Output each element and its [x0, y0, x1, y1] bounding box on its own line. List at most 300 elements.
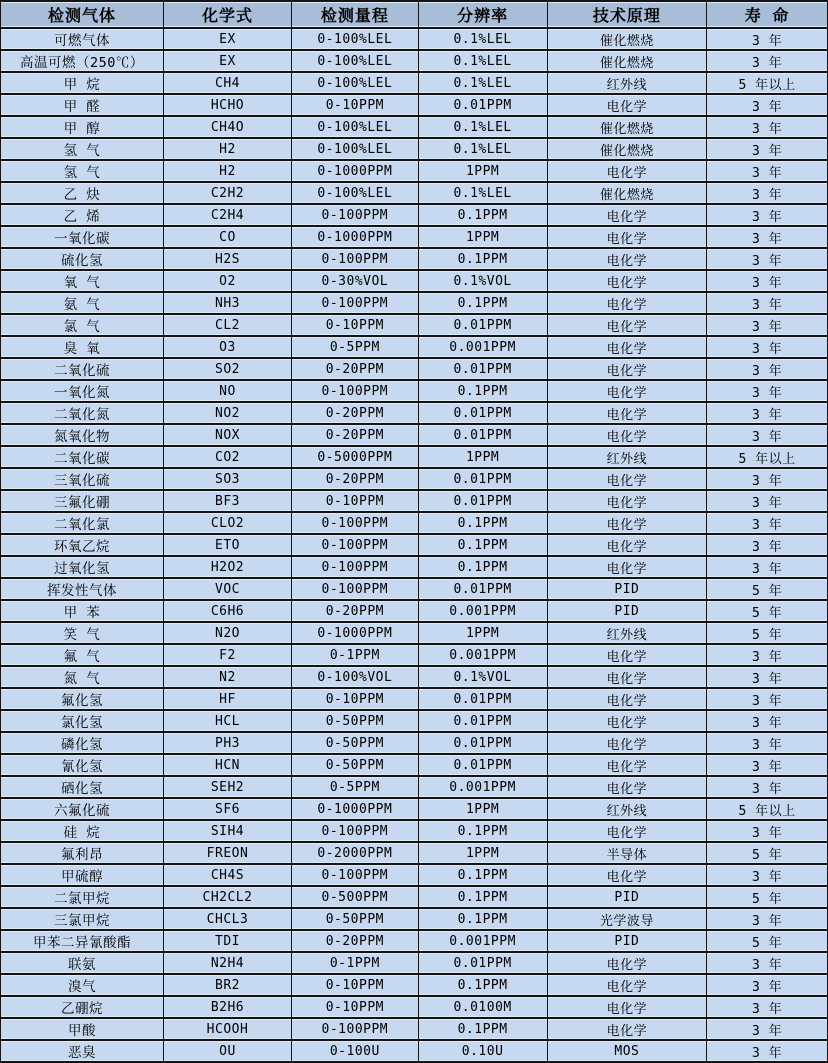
column-header-gas: 检测气体	[1, 1, 164, 28]
lifespan-cell: 3 年	[707, 226, 828, 248]
formula-cell: HCOOH	[163, 1018, 291, 1040]
formula-cell: TDI	[163, 930, 291, 952]
lifespan-cell: 5 年	[707, 842, 828, 864]
range-cell: 0-10PPM	[292, 688, 419, 710]
range-cell: 0-30%VOL	[292, 270, 419, 292]
formula-cell: H2	[163, 138, 291, 160]
table-row	[1, 182, 828, 204]
gas-name-cell: 二氧化硫	[1, 358, 164, 380]
range-cell: 0-100U	[292, 1040, 419, 1062]
lifespan-cell: 3 年	[707, 204, 828, 226]
gas-name-cell: 氮氧化物	[1, 424, 164, 446]
table-row	[1, 754, 828, 776]
resolution-cell: 0.001PPM	[418, 336, 547, 358]
lifespan-cell: 3 年	[707, 1040, 828, 1062]
resolution-cell: 0.1%VOL	[418, 666, 547, 688]
lifespan-cell: 3 年	[707, 468, 828, 490]
lifespan-cell: 3 年	[707, 644, 828, 666]
gas-name-cell: 氯 气	[1, 314, 164, 336]
gas-name-cell: 二氧化氯	[1, 512, 164, 534]
resolution-cell: 0.01PPM	[418, 358, 547, 380]
resolution-cell: 0.1PPM	[418, 864, 547, 886]
resolution-cell: 0.10U	[418, 1040, 547, 1062]
table-row	[1, 50, 828, 72]
resolution-cell: 0.0100M	[418, 996, 547, 1018]
formula-cell: H2	[163, 160, 291, 182]
lifespan-cell: 5 年	[707, 886, 828, 908]
formula-cell: CO	[163, 226, 291, 248]
formula-cell: HF	[163, 688, 291, 710]
formula-cell: H2O2	[163, 556, 291, 578]
table-row	[1, 622, 828, 644]
lifespan-cell: 3 年	[707, 270, 828, 292]
lifespan-cell: 3 年	[707, 534, 828, 556]
gas-name-cell: 六氟化硫	[1, 798, 164, 820]
formula-cell: EX	[163, 28, 291, 50]
principle-cell: 电化学	[547, 292, 707, 314]
range-cell: 0-100PPM	[292, 578, 419, 600]
range-cell: 0-100%VOL	[292, 666, 419, 688]
range-cell: 0-20PPM	[292, 424, 419, 446]
principle-cell: 电化学	[547, 754, 707, 776]
principle-cell: 红外线	[547, 622, 707, 644]
range-cell: 0-20PPM	[292, 930, 419, 952]
formula-cell: CH2CL2	[163, 886, 291, 908]
principle-cell: PID	[547, 886, 707, 908]
table-row	[1, 820, 828, 842]
header-row	[1, 1, 828, 28]
lifespan-cell: 5 年	[707, 930, 828, 952]
table-row	[1, 402, 828, 424]
table-row	[1, 534, 828, 556]
principle-cell: 电化学	[547, 666, 707, 688]
lifespan-cell: 3 年	[707, 116, 828, 138]
range-cell: 0-20PPM	[292, 468, 419, 490]
principle-cell: 电化学	[547, 358, 707, 380]
table-row	[1, 248, 828, 270]
resolution-cell: 0.1PPM	[418, 534, 547, 556]
lifespan-cell: 3 年	[707, 952, 828, 974]
resolution-cell: 0.1PPM	[418, 248, 547, 270]
formula-cell: CH4	[163, 72, 291, 94]
lifespan-cell: 3 年	[707, 50, 828, 72]
formula-cell: B2H6	[163, 996, 291, 1018]
gas-name-cell: 氮 气	[1, 666, 164, 688]
lifespan-cell: 3 年	[707, 358, 828, 380]
gas-name-cell: 甲 醛	[1, 94, 164, 116]
formula-cell: BF3	[163, 490, 291, 512]
table-row	[1, 776, 828, 798]
gas-name-cell: 过氧化氢	[1, 556, 164, 578]
principle-cell: 电化学	[547, 94, 707, 116]
formula-cell: ETO	[163, 534, 291, 556]
resolution-cell: 0.1PPM	[418, 908, 547, 930]
range-cell: 0-10PPM	[292, 94, 419, 116]
formula-cell: NH3	[163, 292, 291, 314]
principle-cell: 红外线	[547, 446, 707, 468]
table-row	[1, 644, 828, 666]
range-cell: 0-100PPM	[292, 292, 419, 314]
resolution-cell: 1PPM	[418, 160, 547, 182]
formula-cell: F2	[163, 644, 291, 666]
gas-name-cell: 甲酸	[1, 1018, 164, 1040]
resolution-cell: 0.1PPM	[418, 204, 547, 226]
principle-cell: 催化燃烧	[547, 116, 707, 138]
lifespan-cell: 3 年	[707, 688, 828, 710]
range-cell: 0-100PPM	[292, 556, 419, 578]
gas-name-cell: 二氧化氮	[1, 402, 164, 424]
lifespan-cell: 5 年	[707, 622, 828, 644]
principle-cell: 电化学	[547, 710, 707, 732]
principle-cell: 电化学	[547, 644, 707, 666]
table-row	[1, 974, 828, 996]
principle-cell: 电化学	[547, 1018, 707, 1040]
table-row	[1, 600, 828, 622]
principle-cell: 电化学	[547, 776, 707, 798]
range-cell: 0-100PPM	[292, 534, 419, 556]
range-cell: 0-1PPM	[292, 952, 419, 974]
principle-cell: 电化学	[547, 688, 707, 710]
table-row	[1, 204, 828, 226]
table-row	[1, 688, 828, 710]
lifespan-cell: 3 年	[707, 490, 828, 512]
principle-cell: 催化燃烧	[547, 28, 707, 50]
range-cell: 0-500PPM	[292, 886, 419, 908]
lifespan-cell: 3 年	[707, 1018, 828, 1040]
lifespan-cell: 3 年	[707, 424, 828, 446]
table-row	[1, 138, 828, 160]
lifespan-cell: 3 年	[707, 512, 828, 534]
formula-cell: OU	[163, 1040, 291, 1062]
range-cell: 0-100%LEL	[292, 72, 419, 94]
lifespan-cell: 3 年	[707, 292, 828, 314]
formula-cell: CO2	[163, 446, 291, 468]
table-row	[1, 446, 828, 468]
gas-name-cell: 一氧化碳	[1, 226, 164, 248]
formula-cell: NO	[163, 380, 291, 402]
lifespan-cell: 3 年	[707, 776, 828, 798]
principle-cell: 红外线	[547, 72, 707, 94]
formula-cell: O2	[163, 270, 291, 292]
lifespan-cell: 3 年	[707, 28, 828, 50]
table-row	[1, 556, 828, 578]
principle-cell: 电化学	[547, 490, 707, 512]
range-cell: 0-50PPM	[292, 710, 419, 732]
table-row	[1, 1040, 828, 1062]
resolution-cell: 0.1PPM	[418, 820, 547, 842]
table-row	[1, 28, 828, 50]
table-row	[1, 358, 828, 380]
principle-cell: 电化学	[547, 732, 707, 754]
table-row	[1, 952, 828, 974]
range-cell: 0-5PPM	[292, 336, 419, 358]
range-cell: 0-10PPM	[292, 314, 419, 336]
gas-name-cell: 二氯甲烷	[1, 886, 164, 908]
formula-cell: C6H6	[163, 600, 291, 622]
resolution-cell: 0.01PPM	[418, 424, 547, 446]
principle-cell: PID	[547, 930, 707, 952]
resolution-cell: 0.01PPM	[418, 402, 547, 424]
gas-name-cell: 硒化氢	[1, 776, 164, 798]
resolution-cell: 1PPM	[418, 622, 547, 644]
principle-cell: 电化学	[547, 864, 707, 886]
formula-cell: HCN	[163, 754, 291, 776]
lifespan-cell: 3 年	[707, 380, 828, 402]
range-cell: 0-20PPM	[292, 358, 419, 380]
range-cell: 0-100PPM	[292, 512, 419, 534]
column-header-principle: 技术原理	[547, 1, 707, 28]
table-row	[1, 94, 828, 116]
formula-cell: N2O	[163, 622, 291, 644]
range-cell: 0-100%LEL	[292, 50, 419, 72]
principle-cell: 电化学	[547, 380, 707, 402]
table-row	[1, 996, 828, 1018]
principle-cell: 电化学	[547, 314, 707, 336]
range-cell: 0-100PPM	[292, 1018, 419, 1040]
lifespan-cell: 5 年	[707, 600, 828, 622]
resolution-cell: 0.01PPM	[418, 490, 547, 512]
lifespan-cell: 3 年	[707, 974, 828, 996]
resolution-cell: 0.1PPM	[418, 292, 547, 314]
table-row	[1, 886, 828, 908]
formula-cell: NO2	[163, 402, 291, 424]
gas-name-cell: 二氧化碳	[1, 446, 164, 468]
table-row	[1, 336, 828, 358]
range-cell: 0-100PPM	[292, 820, 419, 842]
formula-cell: CH4S	[163, 864, 291, 886]
table-row	[1, 512, 828, 534]
resolution-cell: 0.01PPM	[418, 732, 547, 754]
range-cell: 0-100PPM	[292, 864, 419, 886]
table-row	[1, 424, 828, 446]
column-header-lifespan: 寿 命	[707, 1, 828, 28]
principle-cell: 电化学	[547, 974, 707, 996]
table-row	[1, 842, 828, 864]
table-row	[1, 380, 828, 402]
lifespan-cell: 3 年	[707, 336, 828, 358]
gas-name-cell: 臭 氧	[1, 336, 164, 358]
lifespan-cell: 3 年	[707, 710, 828, 732]
resolution-cell: 0.01PPM	[418, 94, 547, 116]
resolution-cell: 0.01PPM	[418, 578, 547, 600]
formula-cell: SO3	[163, 468, 291, 490]
table-body	[1, 28, 828, 1062]
principle-cell: 半导体	[547, 842, 707, 864]
lifespan-cell: 3 年	[707, 248, 828, 270]
range-cell: 0-1000PPM	[292, 622, 419, 644]
resolution-cell: 0.001PPM	[418, 930, 547, 952]
formula-cell: CLO2	[163, 512, 291, 534]
principle-cell: 电化学	[547, 820, 707, 842]
formula-cell: EX	[163, 50, 291, 72]
formula-cell: SEH2	[163, 776, 291, 798]
gas-name-cell: 氨 气	[1, 292, 164, 314]
resolution-cell: 0.01PPM	[418, 710, 547, 732]
formula-cell: N2	[163, 666, 291, 688]
formula-cell: FREON	[163, 842, 291, 864]
principle-cell: 催化燃烧	[547, 138, 707, 160]
table-row	[1, 798, 828, 820]
formula-cell: BR2	[163, 974, 291, 996]
principle-cell: 电化学	[547, 556, 707, 578]
gas-name-cell: 挥发性气体	[1, 578, 164, 600]
gas-name-cell: 恶臭	[1, 1040, 164, 1062]
formula-cell: O3	[163, 336, 291, 358]
gas-name-cell: 氟化氢	[1, 688, 164, 710]
gas-name-cell: 甲 苯	[1, 600, 164, 622]
resolution-cell: 0.1PPM	[418, 512, 547, 534]
resolution-cell: 0.1PPM	[418, 1018, 547, 1040]
lifespan-cell: 3 年	[707, 314, 828, 336]
lifespan-cell: 3 年	[707, 556, 828, 578]
principle-cell: 电化学	[547, 226, 707, 248]
resolution-cell: 0.1%LEL	[418, 72, 547, 94]
table-row	[1, 490, 828, 512]
principle-cell: 电化学	[547, 468, 707, 490]
lifespan-cell: 5 年	[707, 578, 828, 600]
lifespan-cell: 3 年	[707, 820, 828, 842]
range-cell: 0-100%LEL	[292, 28, 419, 50]
table-row	[1, 116, 828, 138]
lifespan-cell: 3 年	[707, 160, 828, 182]
lifespan-cell: 5 年以上	[707, 446, 828, 468]
gas-name-cell: 氟利昂	[1, 842, 164, 864]
range-cell: 0-100%LEL	[292, 182, 419, 204]
table-row	[1, 226, 828, 248]
lifespan-cell: 5 年以上	[707, 72, 828, 94]
resolution-cell: 0.1%LEL	[418, 116, 547, 138]
principle-cell: 光学波导	[547, 908, 707, 930]
gas-name-cell: 甲 醇	[1, 116, 164, 138]
gas-name-cell: 氧 气	[1, 270, 164, 292]
principle-cell: 电化学	[547, 996, 707, 1018]
formula-cell: C2H2	[163, 182, 291, 204]
principle-cell: PID	[547, 578, 707, 600]
resolution-cell: 1PPM	[418, 446, 547, 468]
formula-cell: PH3	[163, 732, 291, 754]
gas-name-cell: 环氧乙烷	[1, 534, 164, 556]
range-cell: 0-1PPM	[292, 644, 419, 666]
resolution-cell: 0.1%LEL	[418, 28, 547, 50]
gas-name-cell: 氰化氢	[1, 754, 164, 776]
resolution-cell: 0.01PPM	[418, 688, 547, 710]
formula-cell: CL2	[163, 314, 291, 336]
range-cell: 0-20PPM	[292, 600, 419, 622]
formula-cell: HCL	[163, 710, 291, 732]
range-cell: 0-2000PPM	[292, 842, 419, 864]
formula-cell: N2H4	[163, 952, 291, 974]
resolution-cell: 0.1%LEL	[418, 138, 547, 160]
formula-cell: HCHO	[163, 94, 291, 116]
resolution-cell: 1PPM	[418, 842, 547, 864]
gas-name-cell: 氯化氢	[1, 710, 164, 732]
lifespan-cell: 3 年	[707, 94, 828, 116]
principle-cell: 电化学	[547, 402, 707, 424]
range-cell: 0-100PPM	[292, 204, 419, 226]
principle-cell: 电化学	[547, 248, 707, 270]
gas-name-cell: 甲苯二异氰酸酯	[1, 930, 164, 952]
range-cell: 0-10PPM	[292, 996, 419, 1018]
principle-cell: PID	[547, 600, 707, 622]
principle-cell: 电化学	[547, 512, 707, 534]
principle-cell: 催化燃烧	[547, 50, 707, 72]
formula-cell: SIH4	[163, 820, 291, 842]
table-row	[1, 314, 828, 336]
formula-cell: C2H4	[163, 204, 291, 226]
gas-name-cell: 硅 烷	[1, 820, 164, 842]
range-cell: 0-100PPM	[292, 380, 419, 402]
range-cell: 0-1000PPM	[292, 160, 419, 182]
gas-name-cell: 三氧化硫	[1, 468, 164, 490]
lifespan-cell: 3 年	[707, 996, 828, 1018]
table-row	[1, 930, 828, 952]
table-row	[1, 292, 828, 314]
range-cell: 0-1000PPM	[292, 798, 419, 820]
resolution-cell: 1PPM	[418, 798, 547, 820]
column-header-resolution: 分辨率	[418, 1, 547, 28]
resolution-cell: 0.01PPM	[418, 314, 547, 336]
range-cell: 0-20PPM	[292, 402, 419, 424]
column-header-range: 检测量程	[292, 1, 419, 28]
principle-cell: 催化燃烧	[547, 182, 707, 204]
gas-name-cell: 硫化氢	[1, 248, 164, 270]
lifespan-cell: 3 年	[707, 754, 828, 776]
principle-cell: 电化学	[547, 534, 707, 556]
resolution-cell: 0.01PPM	[418, 754, 547, 776]
lifespan-cell: 3 年	[707, 908, 828, 930]
resolution-cell: 0.1PPM	[418, 556, 547, 578]
gas-name-cell: 溴气	[1, 974, 164, 996]
resolution-cell: 1PPM	[418, 226, 547, 248]
lifespan-cell: 3 年	[707, 864, 828, 886]
range-cell: 0-1000PPM	[292, 226, 419, 248]
gas-name-cell: 乙 烯	[1, 204, 164, 226]
gas-name-cell: 联氨	[1, 952, 164, 974]
gas-name-cell: 乙 炔	[1, 182, 164, 204]
gas-name-cell: 甲硫醇	[1, 864, 164, 886]
gas-name-cell: 一氧化氮	[1, 380, 164, 402]
table-row	[1, 732, 828, 754]
resolution-cell: 0.1%VOL	[418, 270, 547, 292]
table-header	[1, 1, 828, 28]
formula-cell: CH4O	[163, 116, 291, 138]
range-cell: 0-100PPM	[292, 248, 419, 270]
range-cell: 0-100%LEL	[292, 138, 419, 160]
table-row	[1, 1018, 828, 1040]
resolution-cell: 0.1PPM	[418, 886, 547, 908]
resolution-cell: 0.001PPM	[418, 600, 547, 622]
range-cell: 0-100%LEL	[292, 116, 419, 138]
principle-cell: 电化学	[547, 952, 707, 974]
resolution-cell: 0.1PPM	[418, 380, 547, 402]
resolution-cell: 0.001PPM	[418, 776, 547, 798]
gas-name-cell: 氢 气	[1, 138, 164, 160]
lifespan-cell: 3 年	[707, 182, 828, 204]
table-row	[1, 578, 828, 600]
gas-name-cell: 氢 气	[1, 160, 164, 182]
range-cell: 0-5000PPM	[292, 446, 419, 468]
formula-cell: H2S	[163, 248, 291, 270]
table-row	[1, 160, 828, 182]
range-cell: 0-10PPM	[292, 974, 419, 996]
principle-cell: 电化学	[547, 204, 707, 226]
table-row	[1, 72, 828, 94]
range-cell: 0-50PPM	[292, 908, 419, 930]
principle-cell: 红外线	[547, 798, 707, 820]
gas-name-cell: 甲 烷	[1, 72, 164, 94]
gas-name-cell: 氟 气	[1, 644, 164, 666]
table-row	[1, 468, 828, 490]
